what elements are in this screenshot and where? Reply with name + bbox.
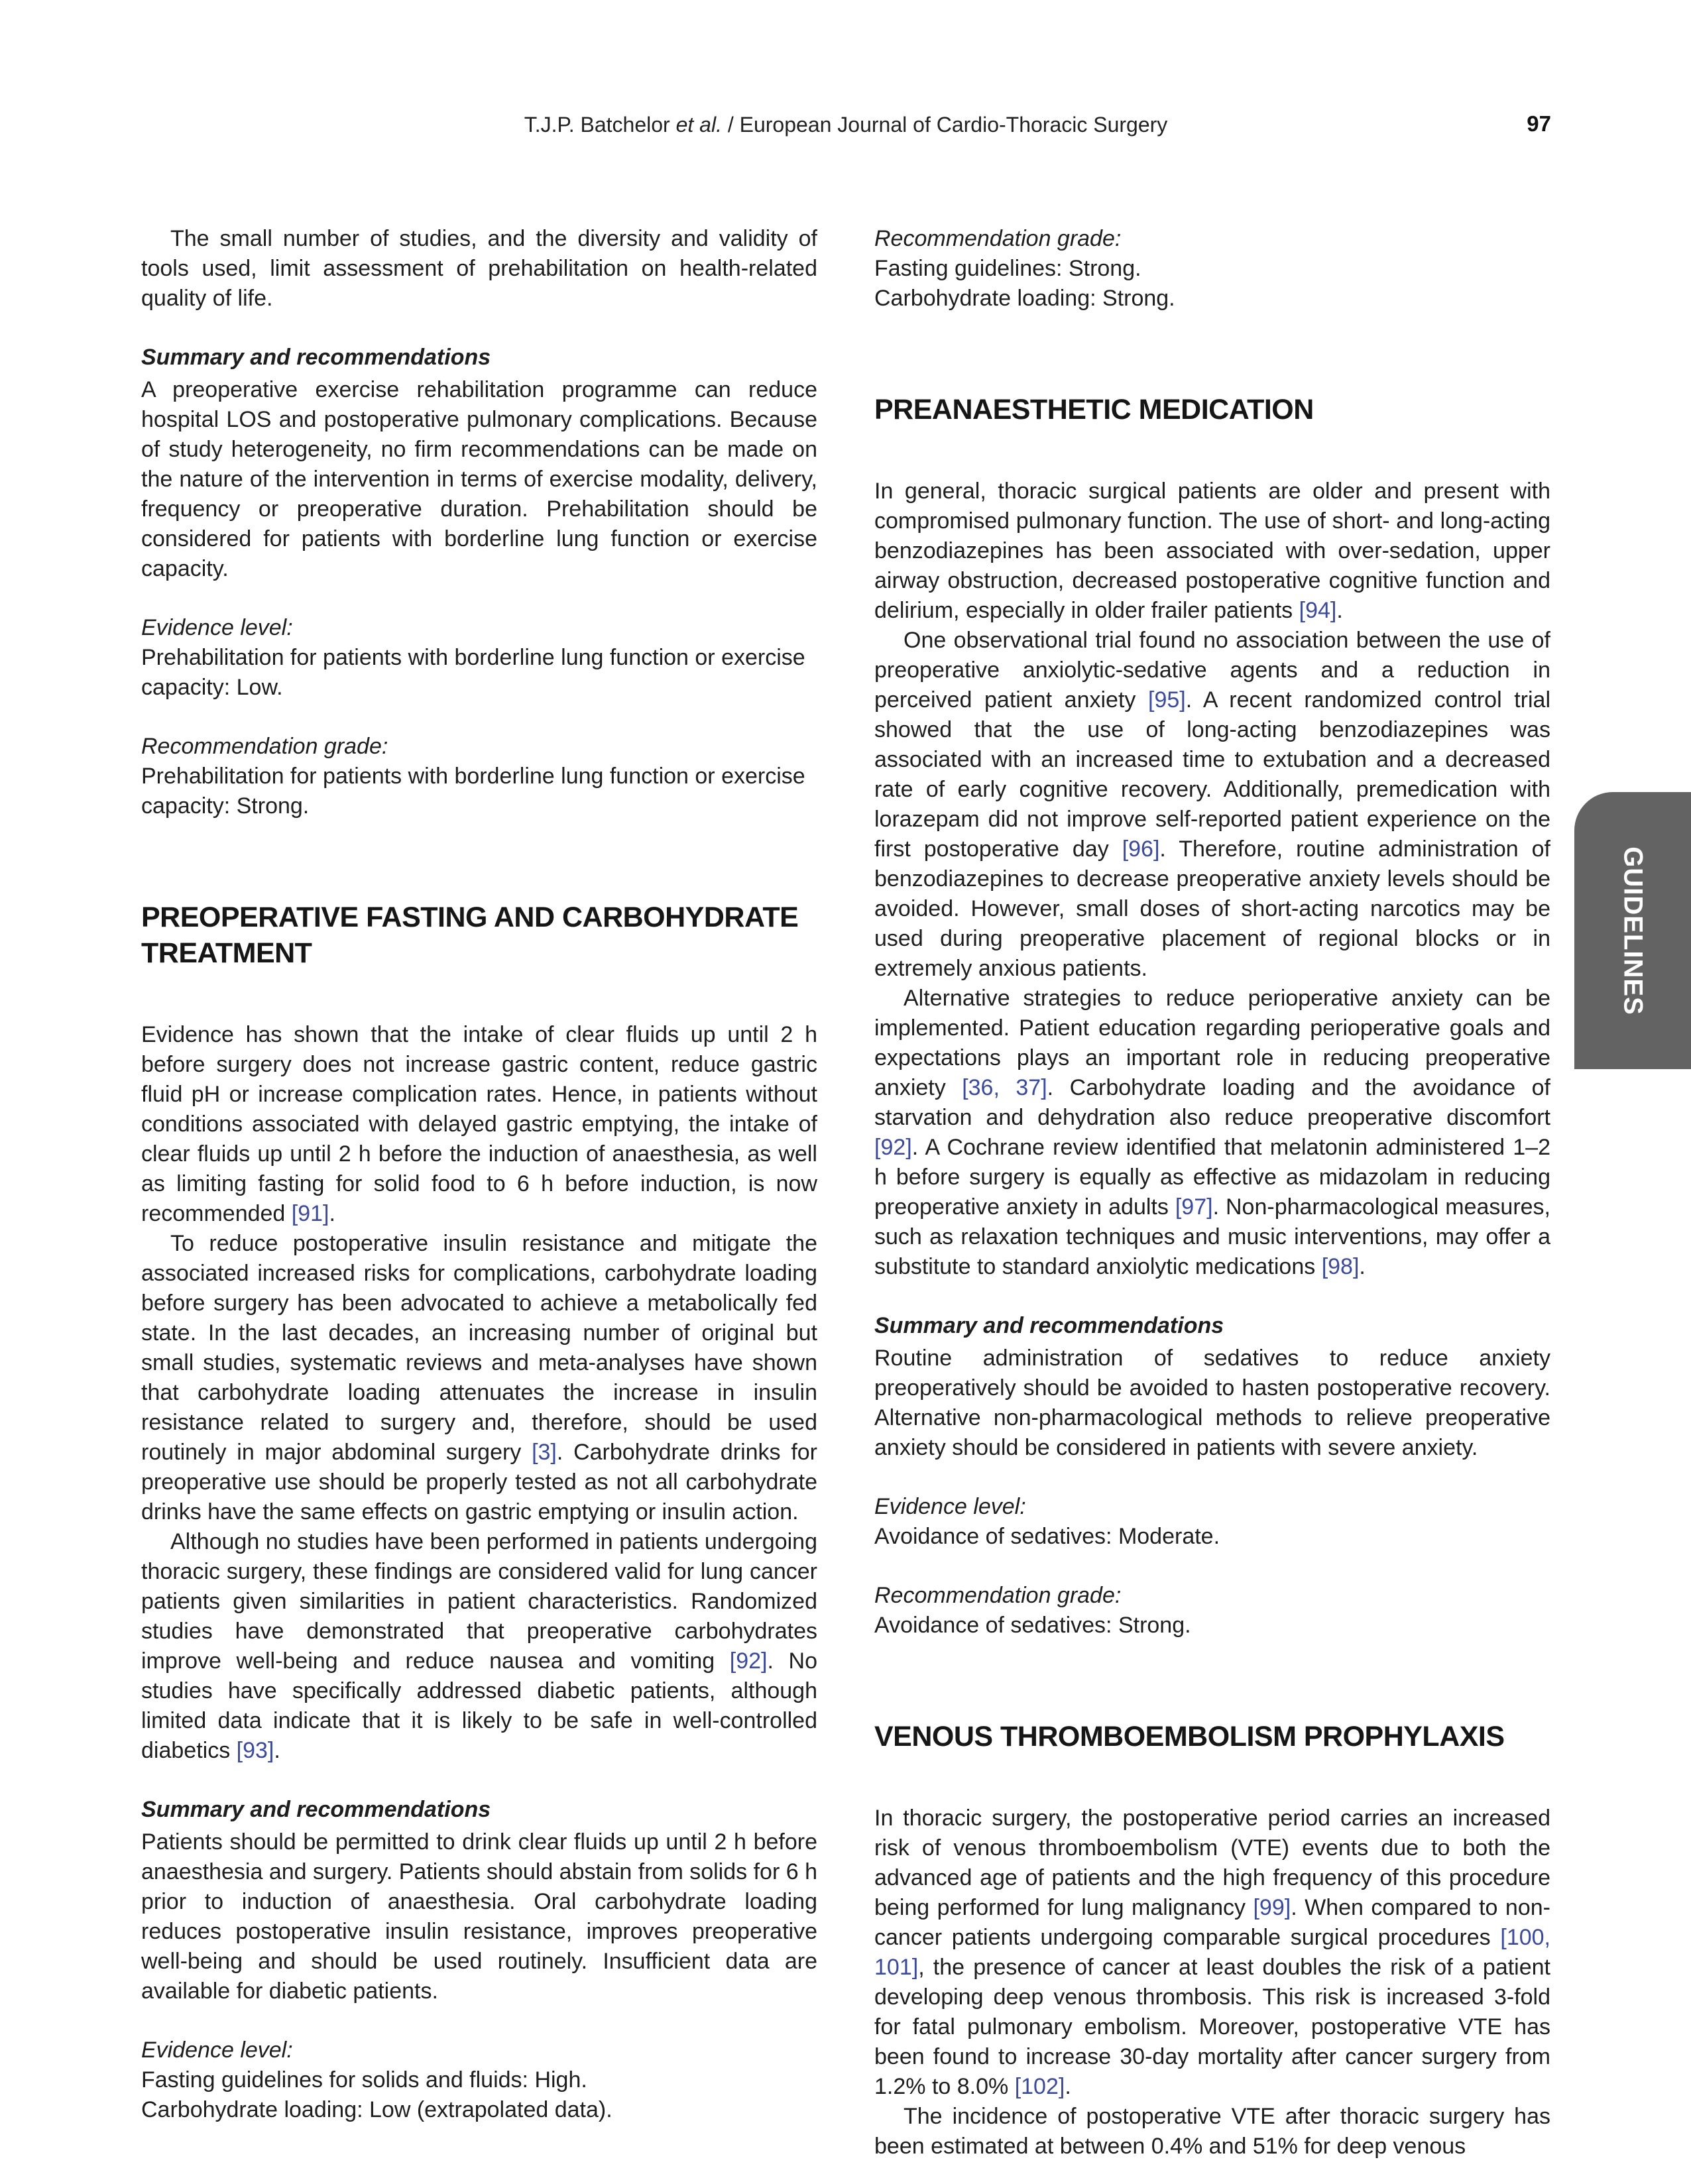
body-paragraph: Evidence has shown that the intake of clear fluids up until 2 h before surgery does not increase gastric content, reduce gastric fluid pH or increase complication rates. Hence, in patients without conditions associated with delayed gastric emptying, the intake of clear fluids up until 2 h before the induction of anaesthesia, as well as limiting fasting for solid food to 6 h before induction, is now recommended [91]. (141, 1022, 817, 1226)
grading-value: Prehabilitation for patients with borderline lung function or exercise capacity: Strong. (141, 764, 805, 819)
citation-link[interactable]: [95] (1148, 687, 1186, 713)
page-number: 97 (1527, 111, 1551, 136)
body-paragraph: In general, thoracic surgical patients are older and present with compromised pulmonary function. The use of short- and long-acting benzodiazepines has been associated with over-sedation, upper airway obstruction, decreased postoperative cognitive function and delirium, especially in older frailer patients [94]. (874, 479, 1550, 623)
left-column (141, 224, 817, 2161)
header-journal: / European Journal of Cardio-Thoracic Surgery (721, 113, 1168, 137)
section-heading: PREANAESTHETIC MEDICATION (874, 394, 1314, 426)
citation-link[interactable]: [102] (1014, 2074, 1065, 2099)
grading-value: Carbohydrate loading: Strong. (874, 286, 1175, 311)
citation-link[interactable]: [93] (236, 1738, 274, 1763)
citation-link[interactable]: [91] (291, 1201, 329, 1226)
grading-label: Evidence level: (141, 2038, 293, 2063)
grading-value: Fasting guidelines: Strong. (874, 256, 1141, 281)
header-etal: et al. (675, 113, 722, 137)
body-paragraph: In thoracic surgery, the postoperative period carries an increased risk of venous thromboembolism (VTE) events due to both the advanced age of patients and the high frequency of this procedure being performed for lung malignancy [99]. When compared to non-cancer patients undergoing comparable surgical procedures [100, 101], the presence of cancer at least doubles the risk of a patient developing deep venous thrombosis. This risk is increased 3-fold for fatal pulmonary embolism. Moreover, postoperative VTE has been found to increase 30-day mortality after cancer surgery from 1.2% to 8.0% [102]. (874, 1806, 1550, 2099)
body-paragraph: The small number of studies, and the diversity and validity of tools used, limit assessment of prehabilitation on health-related quality of life. (141, 226, 817, 311)
citation-link[interactable]: [97] (1175, 1194, 1213, 1220)
body-paragraph: Alternative strategies to reduce perioperative anxiety can be implemented. Patient education regarding perioperative goals and expectations plays an important role in reducing preoperative anxiety [36, 37]. Carbohydrate loading and the avoidance of starvation and dehydration also reduce preoperative discomfort [92]. A Cochrane review identified that melatonin administered 1–2 h before surgery is equally as effective as midazolam in reducing preoperative anxiety in adults [97]. Non-pharmacological measures, such as relaxation techniques and music interventions, may offer a substitute to standard anxiolytic medications [98]. (874, 986, 1550, 1279)
grading-block (141, 613, 817, 703)
grading-label: Recommendation grade: (141, 734, 388, 759)
body-paragraph: The incidence of postoperative VTE after thoracic surgery has been estimated at between 0.4% and 51% for deep venous (874, 2104, 1550, 2159)
body-paragraph: Although no studies have been performed in patients undergoing thoracic surgery, these findings are considered valid for lung cancer patients given similarities in patient characteristics. Randomized studies have demonstrated that preoperative carbohydrates improve well-being and reduce nausea and vomiting [92]. No studies have specifically addressed diabetic patients, although limited data indicate that it is likely to be safe in well-controlled diabetics [93]. (141, 1529, 817, 1763)
grading-block (874, 224, 1550, 314)
citation-link[interactable]: [92] (729, 1648, 768, 1674)
citation-link[interactable]: [96] (1122, 836, 1160, 862)
grading-label: Recommendation grade: (874, 1583, 1122, 1608)
citation-link[interactable]: [36, 37] (962, 1075, 1047, 1100)
grading-label: Evidence level: (874, 1494, 1026, 1519)
grading-block (141, 732, 817, 821)
grading-value: Avoidance of sedatives: Moderate. (874, 1524, 1220, 1549)
body-paragraph: To reduce postoperative insulin resistance and mitigate the associated increased risks for complications, carbohydrate loading before surgery has been advocated to achieve a metabolically fed state. In the last decades, an increasing number of original but small studies, systematic reviews and meta-analyses have shown that carbohydrate loading attenuates the increase in insulin resistance related to surgery and, therefore, should be used routinely in major abdominal surgery [3]. Carbohydrate drinks for preoperative use should be properly tested as not all carbohydrate drinks have the same effects on gastric emptying or insulin action. (141, 1231, 817, 1524)
citation-link[interactable]: [99] (1253, 1895, 1291, 1920)
grading-block (874, 1581, 1550, 1640)
citation-link[interactable]: [100, 101] (874, 1925, 1550, 1980)
citation-link[interactable]: [92] (874, 1135, 912, 1160)
grading-block (141, 2036, 817, 2125)
running-header (141, 111, 1550, 138)
body-paragraph: A preoperative exercise rehabilitation programme can reduce hospital LOS and postoperative pulmonary complications. Because of study heterogeneity, no firm recommendations can be made on the nature of the intervention in terms of exercise modality, delivery, frequency or preoperative duration. Prehabilitation should be considered for patients with borderline lung function or exercise capacity. (141, 377, 817, 581)
subsection-heading: Summary and recommendations (141, 1797, 491, 1822)
body-paragraph: Routine administration of sedatives to reduce anxiety preoperatively should be avoided to hasten postoperative recovery. Alternative non-pharmacological methods to relieve preoperative anxiety should be considered in patients with severe anxiety. (874, 1346, 1550, 1460)
citation-link[interactable]: [3] (532, 1440, 557, 1465)
citation-link[interactable]: [94] (1299, 598, 1337, 623)
subsection-heading: Summary and recommendations (141, 345, 491, 370)
right-column (874, 224, 1550, 2161)
grading-value: Fasting guidelines for solids and fluids: High. (141, 2067, 587, 2093)
grading-value: Avoidance of sedatives: Strong. (874, 1613, 1191, 1638)
citation-link[interactable]: [98] (1321, 1254, 1360, 1279)
grading-value: Carbohydrate loading: Low (extrapolated data). (141, 2097, 612, 2122)
grading-block (874, 1492, 1550, 1552)
guidelines-tab-label: GUIDELINES (1618, 846, 1648, 1015)
section-heading: VENOUS THROMBOEMBOLISM PROPHYLAXIS (874, 1721, 1505, 1753)
header-authors: T.J.P. Batchelor (524, 113, 670, 137)
grading-label: Evidence level: (141, 615, 293, 640)
section-heading: PREOPERATIVE FASTING AND CARBOHYDRATE TREATMENT (141, 901, 799, 969)
body-paragraph: Patients should be permitted to drink clear fluids up until 2 h before anaesthesia and surgery. Patients should abstain from solids for 6 h prior to induction of anaesthesia. Oral carbohydrate loading reduces postoperative insulin resistance, improves preoperative well-being and should be used routinely. Insufficient data are available for diabetic patients. (141, 1829, 817, 2004)
grading-label: Recommendation grade: (874, 226, 1122, 251)
grading-value: Prehabilitation for patients with borderline lung function or exercise capacity: Low. (141, 645, 805, 700)
subsection-heading: Summary and recommendations (874, 1313, 1224, 1338)
article-body (141, 224, 1550, 2161)
body-paragraph: One observational trial found no association between the use of preoperative anxiolytic-sedative agents and a reduction in perceived patient anxiety [95]. A recent randomized control trial showed that the use of long-acting benzodiazepines was associated with an increased time to extubation and a decreased rate of early cognitive recovery. Additionally, premedication with lorazepam did not improve self-reported patient experience on the first postoperative day [96]. Therefore, routine administration of benzodiazepines to decrease preoperative anxiety levels should be avoided. However, small doses of short-acting narcotics may be used during preoperative placement of regional blocks or in extremely anxious patients. (874, 628, 1551, 981)
guidelines-side-tab (1574, 792, 1691, 1069)
